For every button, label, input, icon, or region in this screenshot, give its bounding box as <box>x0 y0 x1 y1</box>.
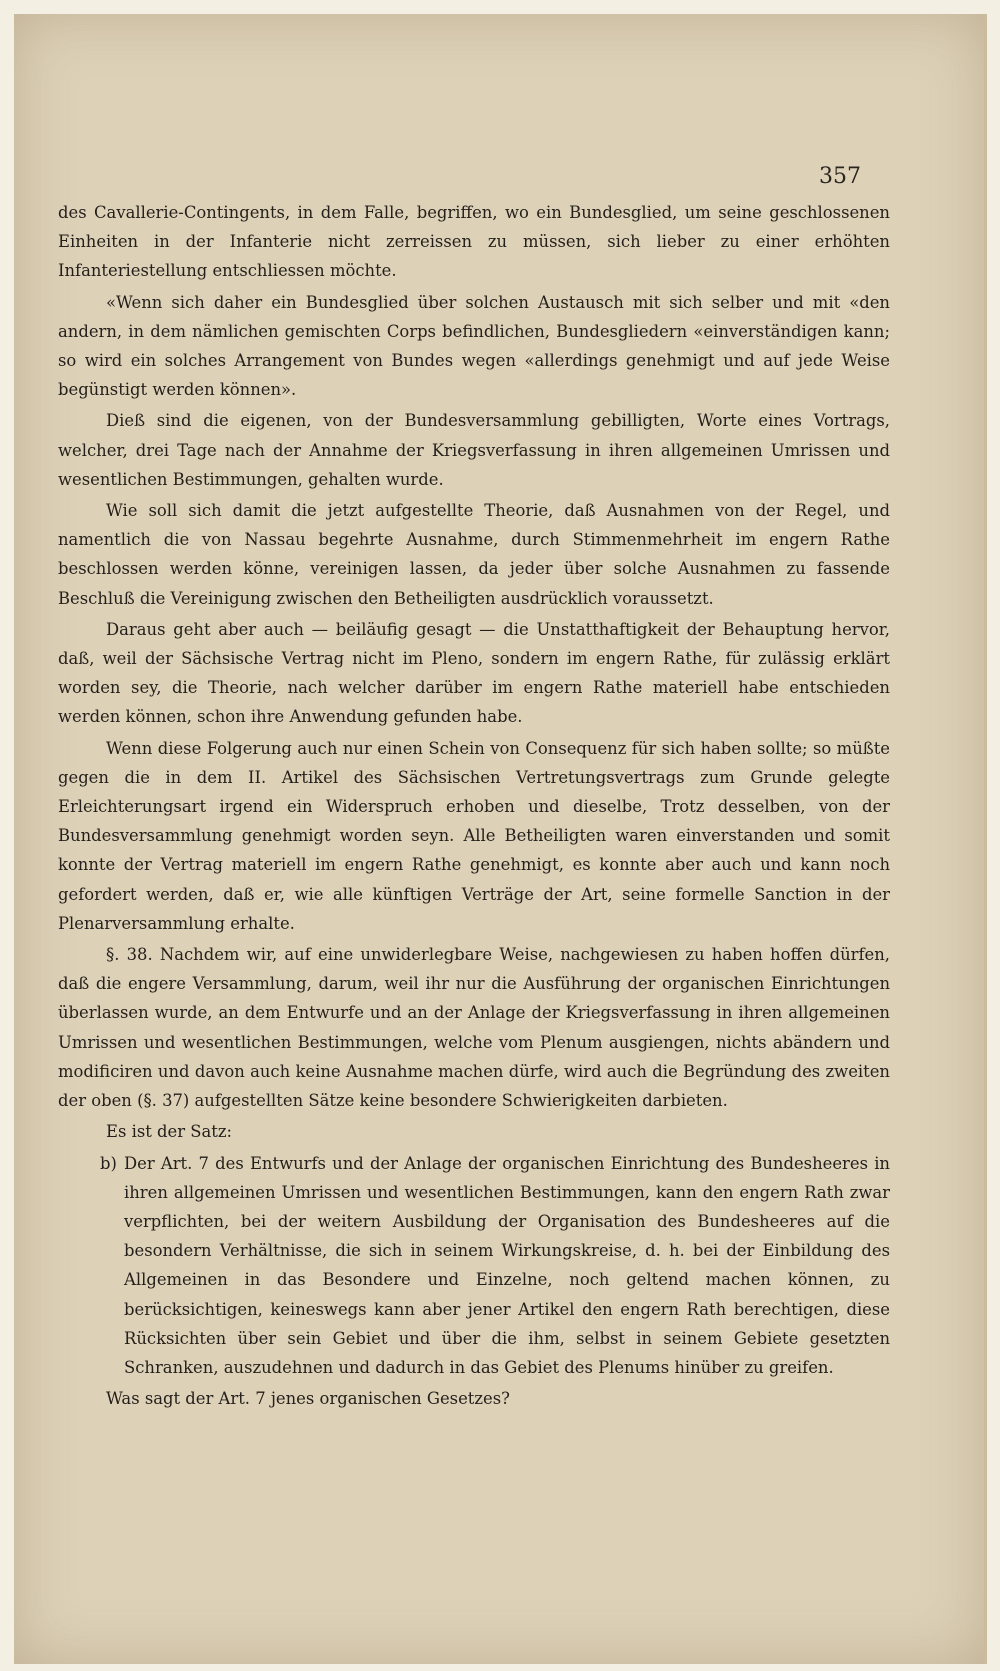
scanned-page <box>14 14 987 1664</box>
paragraph-thesis-intro: Es ist der Satz: <box>106 1122 233 1142</box>
paragraph-section-38: §. 38. Nachdem wir, auf eine unwiderlegbare Weise, nachgewiesen zu haben hoffen dürfen, daß die engere Versammlung, darum, weil ihr nur die Ausführung der organischen Einrichtungen überlassen wurde, an dem Entwurfe und an der Anlage der Kriegsverfassung in ihren allgemeinen Umrissen und wesentlichen Bestimmungen, welche vom Plenum ausgiengen, nichts abändern und modificiren und davon auch keine Ausnahme machen dürfe, wird auch die Begründung des zweiten der oben (§. 37) aufgestellten Sätze keine besondere Schwierigkeiten darbieten. <box>58 945 890 1111</box>
paragraph: Wie soll sich damit die jetzt aufgestellte Theorie, daß Ausnahmen von der Regel, und namentlich die von Nassau begehrte Ausnahme, durch Stimmenmehrheit im engern Rathe beschlossen werden könne, vereinigen lassen, da jeder über solche Ausnahmen zu fassende Beschluß die Vereinigung zwischen den Betheiligten ausdrücklich voraussetzt. <box>58 501 890 608</box>
list-item <box>58 1149 890 1383</box>
page-number: 357 <box>819 164 861 189</box>
paragraph: Dieß sind die eigenen, von der Bundesversammlung gebilligten, Worte eines Vortrags, welcher, drei Tage nach der Annahme der Kriegsverfassung in ihren allgemeinen Umrissen und wesentlichen Bestimmungen, gehalten wurde. <box>58 411 890 489</box>
paragraph: des Cavallerie-Contingents, in dem Falle, begriffen, wo ein Bundesglied, um seine geschlossenen Einheiten in der Infanterie nicht zerreissen zu müssen, sich lieber zu einer erhöhten Infanteriestellung entschliessen möchte. <box>58 203 890 281</box>
list-marker: b) <box>100 1153 117 1173</box>
paragraph: Wenn diese Folgerung auch nur einen Schein von Consequenz für sich haben sollte; so müßte gegen die in dem II. Artikel des Sächsischen Vertretungsvertrags zum Grunde gelegte Erleichterungsart irgend ein Widerspruch erhoben und dieselbe, Trotz desselben, von der Bundesversammlung genehmigt worden seyn. Alle Betheiligten waren einverstanden und somit konnte der Vertrag materiell im engern Rathe genehmigt, es konnte aber auch und kann noch gefordert werden, daß er, wie alle künftigen Verträge der Art, seine formelle Sanction in der Plenarversammlung erhalte. <box>58 738 890 933</box>
final-question: Was sagt der Art. 7 jenes organischen Gesetzes? <box>106 1389 510 1409</box>
paragraph-quote: «Wenn sich daher ein Bundesglied über solchen Austausch mit sich selber und mit «den andern, in dem nämlichen gemischten Corps befindlichen, Bundesgliedern «einverständigen kann; so wird ein solches Arrangement von Bundes wegen «allerdings genehmigt und auf jede Weise begünstigt werden können». <box>58 292 890 400</box>
list-item-text: Der Art. 7 des Entwurfs und der Anlage der organischen Einrichtung des Bundesheeres in ihren allgemeinen Umrissen und wesentlichen Bestimmungen, kann den engern Rath zwar verpflichten, bei der weitern Ausbildung der Organisation des Bundesheeres auf die besondern Verhältnisse, die sich in seinem Wirkungskreise, d. h. bei der Einbildung des Allgemeinen in das Besondere und Einzelne, noch geltend machen können, zu berücksichtigen, keineswegs kann aber jener Artikel den engern Rath berechtigen, diese Rücksichten über sein Gebiet und über die ihm, selbst in seinem Gebiete gesetzten Schranken, auszudehnen und dadurch in das Gebiet des Plenums hinüber zu greifen. <box>124 1153 890 1377</box>
paragraph: Daraus geht aber auch — beiläufig gesagt — die Unstatthaftigkeit der Behauptung hervor, daß, weil der Sächsische Vertrag nicht im Pleno, sondern im engern Rathe, für zulässig erklärt worden sey, die Theorie, nach welcher darüber im engern Rathe materiell habe entschieden werden können, schon ihre Anwendung gefunden habe. <box>58 619 890 727</box>
body-text <box>58 198 890 1413</box>
